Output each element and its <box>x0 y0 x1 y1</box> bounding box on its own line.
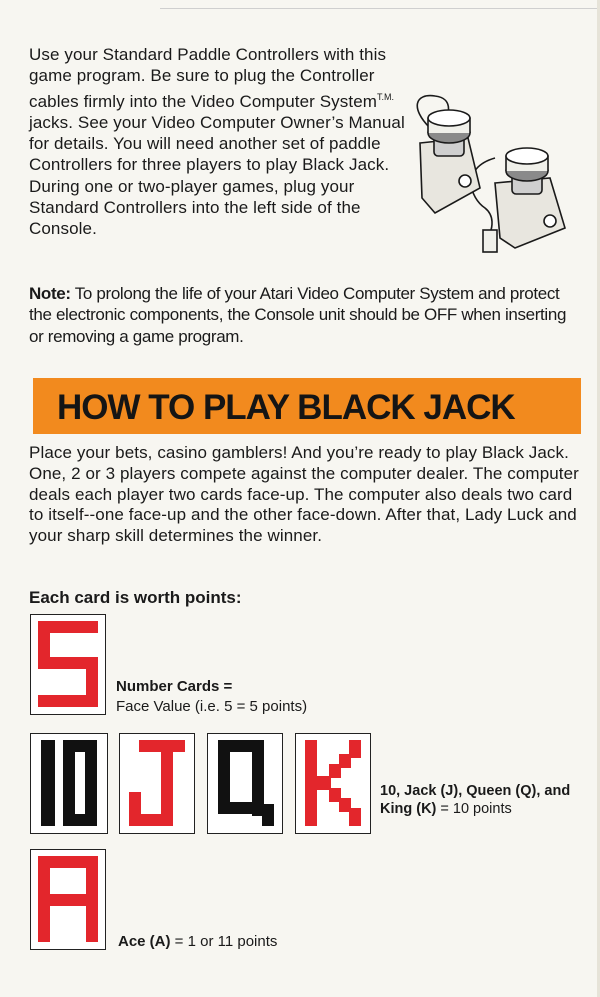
section-title: HOW TO PLAY BLACK JACK <box>57 388 515 427</box>
card-ace <box>30 849 106 950</box>
card-queen-glyph <box>218 740 274 826</box>
card-five-glyph <box>38 621 98 707</box>
how-to-play-paragraph: Place your bets, casino gamblers! And you’re ready to play Black Jack. One, 2 or 3 players compete against the computer dealer. The computer deals each player two cards face-up. The computer also deals two card to itself--one face-up and the other face-down. After that, Lady Luck and your sharp skill determines the winner. <box>29 443 579 546</box>
card-jack-glyph <box>129 740 185 826</box>
face-cards-label: 10, Jack (J), Queen (Q), and King (K) = 10 points <box>380 783 571 817</box>
card-jack <box>119 733 195 834</box>
paddle-controllers-illustration <box>400 88 585 258</box>
card-ten <box>30 733 108 834</box>
trademark-mark: T.M. <box>377 91 395 102</box>
card-king <box>295 733 371 834</box>
card-queen <box>207 733 283 834</box>
ace-label: Ace (A) = 1 or 11 points <box>118 933 278 950</box>
intro-paragraph: Use your Standard Paddle Controllers with this game program. Be sure to plug the Controller cables firmly into the Video Computer System$^{T.M.}$ jacks. See your Video Computer Owner’s Manual for details. You will need another set of paddle Controllers for three players to play Black Jack. During one or two-player games, plug your Standard Controllers into the left side of the Console. <box>29 45 405 239</box>
card-king-glyph <box>305 740 361 826</box>
top-rule <box>160 8 600 9</box>
note-paragraph: Note: To prolong the life of your Atari Video Computer System and protect the electronic components, the Console unit should be OFF when inserting or removing a game program. <box>29 284 567 346</box>
number-cards-label: Number Cards = Face Value (i.e. 5 = 5 points) <box>116 678 308 715</box>
card-ace-glyph <box>38 856 98 942</box>
card-ten-glyph <box>41 740 97 826</box>
card-five <box>30 614 106 715</box>
cards-heading: Each card is worth points: <box>29 588 242 607</box>
